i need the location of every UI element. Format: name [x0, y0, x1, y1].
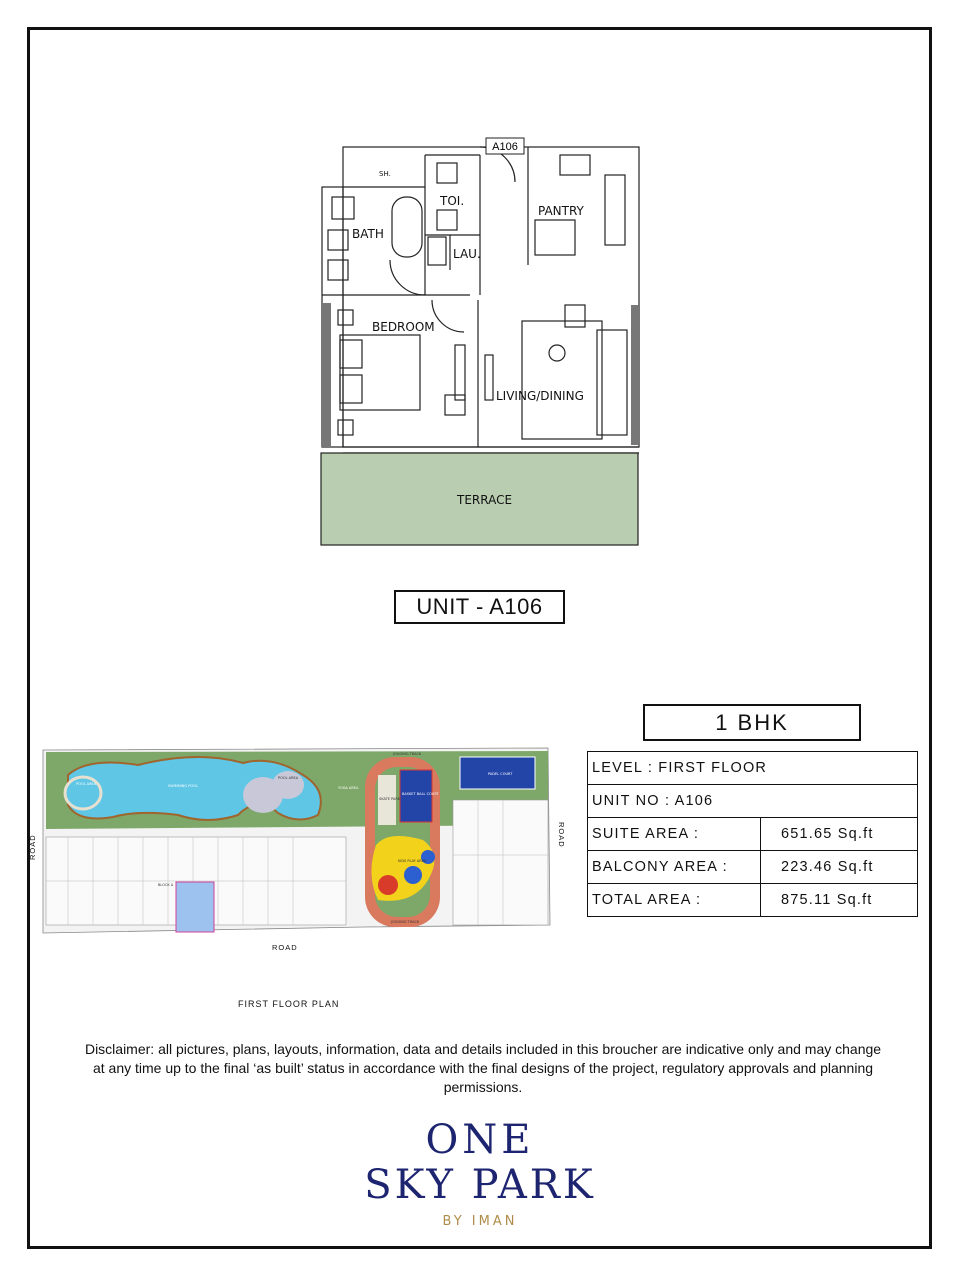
room-label-laundry: LAU. [453, 247, 481, 261]
room-label-terrace: TERRACE [457, 493, 513, 507]
logo-line-one: ONE [425, 1117, 535, 1163]
disclaimer: Disclaimer: all pictures, plans, layouts, information, data and details included in this broucher are indicative only and may change at any time up to the final ‘as built’ status in accordance with the final designs of the project, regulatory approvals and planning permissions. [84, 1041, 882, 1095]
site-label-jogging-top: JOGGING TRACK [393, 752, 422, 756]
detail-value: 223.46 Sq.ft [761, 851, 918, 884]
site-label-pool-area: POOL AREA [76, 782, 97, 786]
unit-details-table [587, 751, 918, 917]
site-label-kids: KIDS PLAY AREA [398, 859, 427, 863]
room-label-toilet: TOI. [440, 194, 465, 208]
detail-value: 875.11 Sq.ft [761, 884, 918, 917]
bhk-label: 1 BHK [643, 704, 861, 741]
table-row [588, 818, 918, 851]
road-label-bottom: ROAD [272, 943, 298, 952]
site-label-jogging-bottom: JOGGING TRACK [391, 920, 420, 924]
site-plan-caption: FIRST FLOOR PLAN [238, 999, 340, 1009]
site-label-swimming-pool: SWIMMING POOL [168, 784, 198, 788]
unit-tag: A106 [492, 141, 518, 153]
site-label-pool-area-2: POOL AREA [278, 776, 299, 780]
table-row [588, 851, 918, 884]
table-row [588, 884, 918, 917]
detail-level: LEVEL : FIRST FLOOR [588, 752, 918, 785]
table-row [588, 752, 918, 785]
unit-label: UNIT - A106 [394, 590, 565, 624]
logo-line-by-iman: BY IMAN [442, 1214, 518, 1229]
site-label-basketball: BASKET BALL COURT [402, 792, 439, 796]
detail-label: SUITE AREA : [588, 818, 761, 851]
room-label-bath: BATH [352, 227, 384, 241]
room-label-shower: SH. [379, 170, 391, 178]
road-label-left: ROAD [28, 834, 37, 860]
road-label-right: ROAD [557, 822, 566, 848]
logo-line-sky-park: SKY PARK [364, 1162, 596, 1208]
site-label-yoga: YOGA AREA [338, 786, 359, 790]
room-label-bedroom: BEDROOM [372, 320, 435, 334]
floor-plan [310, 135, 650, 555]
site-plan [28, 745, 578, 960]
detail-unit-no: UNIT NO : A106 [588, 785, 918, 818]
detail-label: BALCONY AREA : [588, 851, 761, 884]
detail-label: TOTAL AREA : [588, 884, 761, 917]
table-row [588, 785, 918, 818]
site-label-skate: SKATE PARK [379, 797, 401, 801]
site-label-block: BLOCK A [158, 883, 174, 887]
detail-value: 651.65 Sq.ft [761, 818, 918, 851]
room-label-pantry: PANTRY [538, 204, 584, 218]
site-label-padel: PADEL COURT [488, 772, 513, 776]
brand-logo [330, 1118, 630, 1229]
room-label-living: LIVING/DINING [496, 389, 584, 403]
